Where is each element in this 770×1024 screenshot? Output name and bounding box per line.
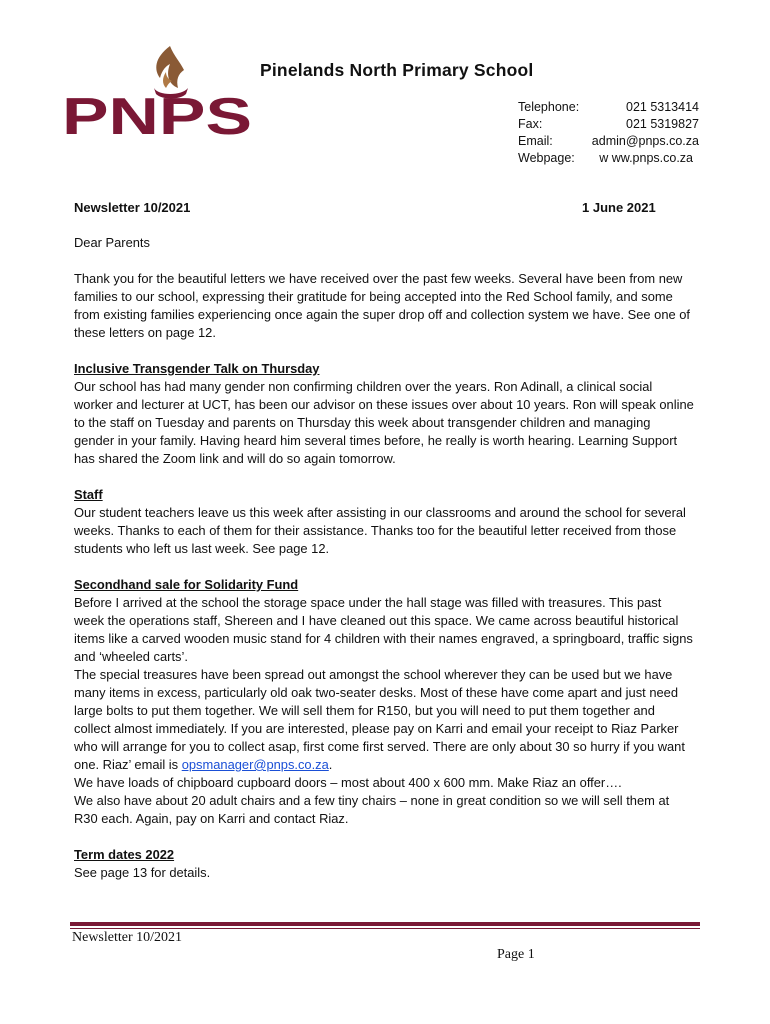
contact-email [518, 133, 699, 150]
sale-paragraph-2-text: The special treasures have been spread out amongst the school wherever they can be used but we have many items in excess, particularly old oak two-seater desks. Most of these have come apart and just need large bolts to put them together. We will sell them for R150, but you will need to put them together and collect almost immediately. If you are interested, please pay on Karri and email your receipt to Riaz Parker who will arrange for you to collect asap, first come first served. There are only about 30 so hurry if you want one. Riaz’ email is [74, 667, 685, 772]
contact-label: Email: [518, 134, 553, 148]
page-number: Page 1 [497, 947, 535, 962]
email-value: admin@pnps.co.za [591, 134, 699, 148]
newsletter-body [74, 234, 694, 882]
newsletter-number: Newsletter 10/2021 [74, 200, 191, 215]
section-heading-staff: Staff [74, 487, 103, 502]
fax-value: 021 5319827 [626, 117, 699, 131]
contact-block [518, 99, 699, 167]
sale-paragraph-2-end: . [328, 757, 333, 772]
school-name: Pinelands North Primary School [260, 60, 534, 80]
footer-divider-thin [70, 928, 700, 929]
telephone-value: 021 5313414 [626, 100, 699, 114]
newsletter-date: 1 June 2021 [582, 200, 656, 215]
contact-webpage [518, 150, 699, 167]
transgender-talk-text: Our school has had many gender non confirming children over the years. Ron Adinall, a clinical social worker and lecturer at UCT, has been our advisor on these issues over about 10 years. Ron will speak online to the staff on Tuesday and parents on Thursday this week about transgender children and managing gender in your family. Having heard him several times before, he really is worth hearing. Learning Support has shared the Zoom link and will do so again tomorrow. [74, 379, 694, 466]
term-dates-text: See page 13 for details. [74, 865, 211, 880]
sale-paragraph-2 [74, 666, 694, 774]
school-logo [62, 44, 254, 136]
flame-icon [156, 46, 184, 88]
sale-paragraph-1: Before I arrived at the school the storage space under the hall stage was filled with treasures. This past week the operations staff, Shereen and I have cleaned out this space. We came across beautiful historical items like a carved wooden music stand for 4 children with their names engraved, a springboard, traffic signs and ‘wheeled carts’. [74, 595, 693, 664]
webpage-value: w ww.pnps.co.za [599, 151, 693, 165]
contact-telephone [518, 99, 699, 116]
intro-paragraph: Thank you for the beautiful letters we have received over the past few weeks. Several have been from new families to our school, expressing their gratitude for being accepted into the Red School family, and some from existing families experiencing once again the super drop off and collection system we have. See one of these letters on page 12. [74, 271, 690, 340]
section-heading-term-dates: Term dates 2022 [74, 847, 175, 862]
section-heading-secondhand-sale: Secondhand sale for Solidarity Fund [74, 577, 299, 592]
sale-paragraph-4: We also have about 20 adult chairs and a few tiny chairs – none in great condition so we will sell them at R30 each. Again, pay on Karri and contact Riaz. [74, 793, 670, 826]
contact-label: Telephone: [518, 100, 580, 114]
ops-email-link[interactable]: opsmanager@pnps.co.za [181, 757, 329, 772]
contact-label: Webpage: [518, 151, 575, 165]
section-heading-transgender-talk: Inclusive Transgender Talk on Thursday [74, 361, 320, 376]
contact-label: Fax: [518, 117, 543, 131]
sale-paragraph-3: We have loads of chipboard cupboard doors – most about 400 x 600 mm. Make Riaz an offer…. [74, 775, 622, 790]
footer-newsletter-number: Newsletter 10/2021 [72, 930, 183, 945]
contact-fax [518, 116, 699, 133]
footer-divider [70, 922, 700, 926]
greeting: Dear Parents [74, 235, 150, 250]
staff-text: Our student teachers leave us this week after assisting in our classrooms and around the school for several weeks. Thanks to each of them for their assistance. Thanks too for the beautiful letter received from those students who left us last week. See page 12. [74, 505, 686, 556]
logo-text: PNPS [62, 88, 252, 136]
